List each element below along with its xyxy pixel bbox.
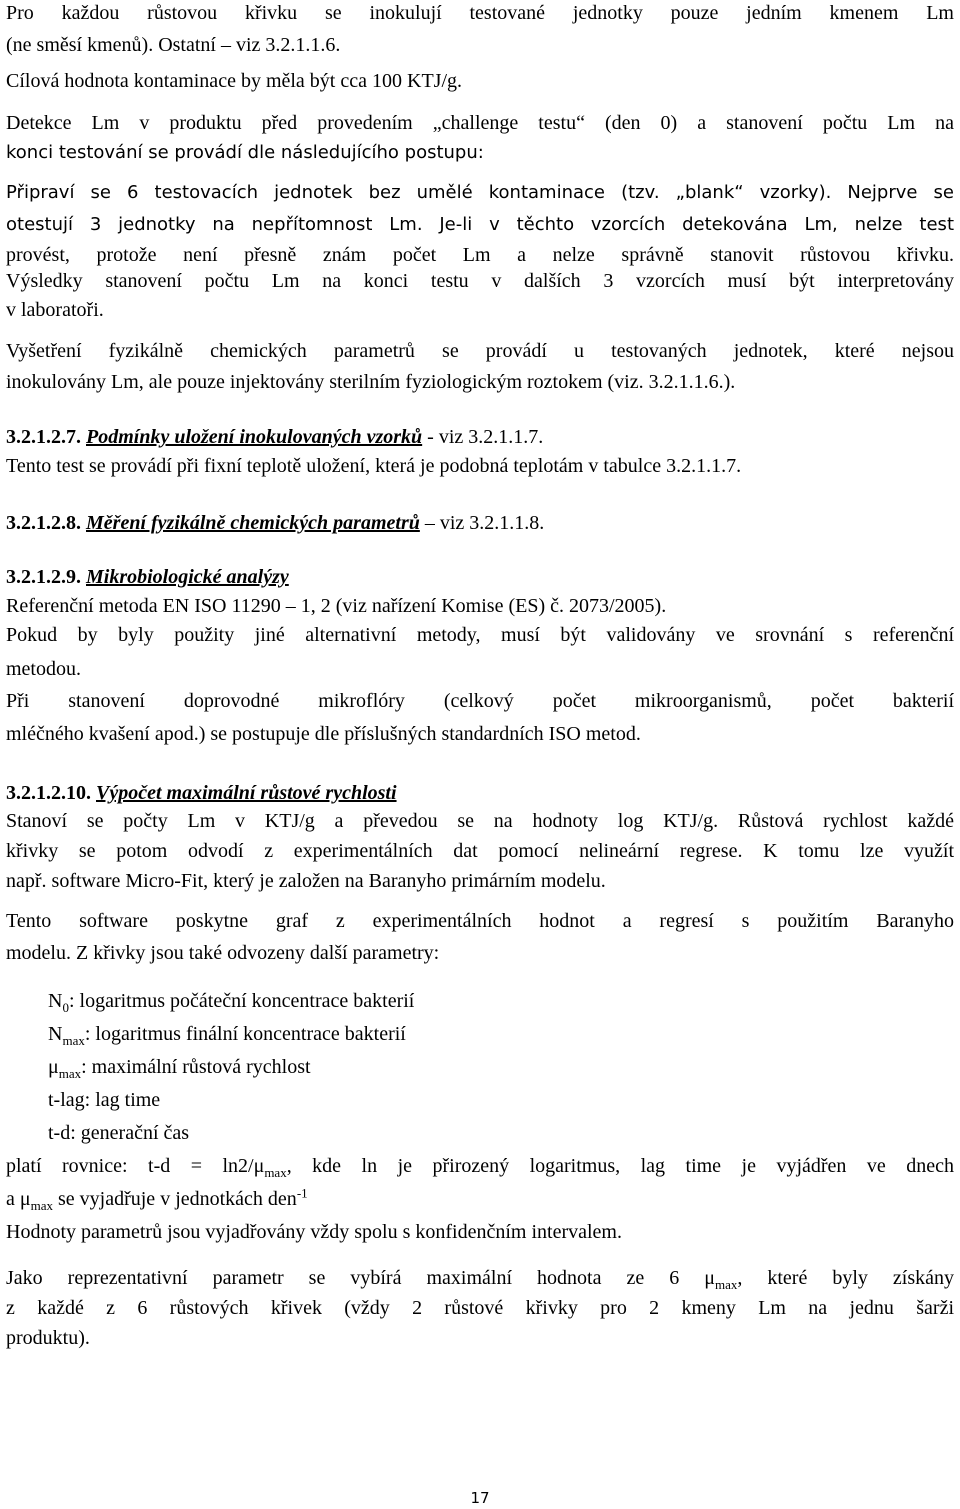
parameter-item: t-d: generační čas (48, 1122, 190, 1144)
text-line: inokulovány Lm, ale pouze injektovány sterilním fyziologickým roztokem (viz. 3.2.1.1.6.). (6, 371, 736, 393)
text-line: Referenční metoda EN ISO 11290 – 1, 2 (viz nařízení Komise (ES) č. 2073/2005). (6, 595, 667, 617)
text-line: provést, protože není přesně znám počet Lm a nelze správně stanovit růstovou křivku. (6, 244, 954, 266)
param-symbol: μ (48, 1056, 59, 1078)
section-title: Podmínky uložení inokulovaných vzorků (86, 426, 423, 448)
equation-superscript: -1 (296, 1185, 308, 1201)
text-line: Připraví se 6 testovacích jednotek bez umělé kontaminace (tzv. „blank“ vzorky). Nejprve se (6, 182, 954, 203)
parameter-item (48, 988, 414, 1014)
equation-text: se vyjadřuje v jednotkách den (53, 1188, 297, 1210)
section-title: Výpočet maximální růstové rychlosti (96, 782, 397, 804)
text-line: Tento test se provádí při fixní teplotě uložení, která je podobná teplotám v tabulce 3.2.1.1.7. (6, 455, 742, 477)
text-line: otestují 3 jednotky na nepřítomnost Lm. Je-li v těchto vzorcích detekována Lm, nelze test (6, 214, 954, 235)
section-heading (6, 780, 397, 806)
section-title: Mikrobiologické analýzy (86, 566, 289, 588)
text-line: mléčného kvašení apod.) se postupuje dle příslušných standardních ISO metod. (6, 723, 641, 745)
section-number: 3.2.1.2.8. (6, 512, 81, 534)
text-line: Detekce Lm v produktu před provedením „challenge testu“ (den 0) a stanovení počtu Lm na (6, 112, 954, 134)
text-line: Hodnoty parametrů jsou vyjadřovány vždy spolu s konfidenčním intervalem. (6, 1221, 622, 1243)
text-line: Vyšetření fyzikálně chemických parametrů se provádí u testovaných jednotek, které nejsou (6, 340, 954, 362)
text-span: , které byly získány (737, 1267, 954, 1289)
text-line: Stanoví se počty Lm v KTJ/g a převedou se na hodnoty log KTJ/g. Růstová rychlost každé (6, 810, 954, 832)
text-line: metodou. (6, 658, 81, 680)
section-number: 3.2.1.2.7. (6, 426, 81, 448)
parameter-item: t-lag: lag time (48, 1089, 161, 1111)
text-line: konci testování se provádí dle následujícího postupu: (6, 142, 484, 163)
text-span: Jako reprezentativní parametr se vybírá maximální hodnota ze 6 μ (6, 1267, 715, 1289)
param-subscript: max (62, 1033, 85, 1048)
text-line: (ne směsí kmenů). Ostatní – viz 3.2.1.1.6. (6, 34, 341, 56)
text-subscript: max (714, 1277, 738, 1292)
equation-text: platí rovnice: t-d = ln2/μ (6, 1155, 265, 1177)
equation-subscript: max (264, 1165, 287, 1180)
text-line: modelu. Z křivky jsou také odvozeny další parametry: (6, 942, 440, 964)
text-line: v laboratoři. (6, 299, 104, 321)
parameter-item (48, 1021, 406, 1047)
text-line: Cílová hodnota kontaminace by měla být cca 100 KTJ/g. (6, 70, 462, 92)
equation-text: , kde ln je přirozený logaritmus, lag time je vyjádřen ve dnech (286, 1155, 955, 1177)
section-heading (6, 510, 544, 536)
section-number: 3.2.1.2.10. (6, 782, 91, 804)
page-number: 17 (470, 1489, 490, 1507)
text-line: z každé z 6 růstových křivek (vždy 2 růstové křivky pro 2 kmeny Lm na jednu šarži (6, 1297, 954, 1319)
text-line: Pokud by byly použity jiné alternativní metody, musí být validovány ve srovnání s referenční (6, 624, 954, 646)
section-ref: – viz 3.2.1.1.8. (419, 512, 545, 534)
param-description: : logaritmus finální koncentrace bakterií (84, 1023, 406, 1045)
param-symbol: N (48, 990, 63, 1012)
text-line: Tento software poskytne graf z experimentálních hodnot a regresí s použitím Baranyho (6, 910, 954, 932)
section-heading (6, 564, 289, 590)
section-ref: - viz 3.2.1.1.7. (422, 426, 544, 448)
text-line: Výsledky stanovení počtu Lm na konci testu v dalších 3 vzorcích musí být interpretovány (6, 270, 954, 292)
equation-line (6, 1186, 308, 1212)
text-line: Při stanovení doprovodné mikroflóry (celkový počet mikroorganismů, počet bakterií (6, 690, 954, 712)
parameter-item (48, 1054, 311, 1080)
text-line: produktu). (6, 1327, 90, 1349)
param-subscript: max (58, 1066, 82, 1081)
equation-line (6, 1153, 954, 1179)
text-line: Pro každou růstovou křivku se inokulují testované jednotky pouze jedním kmenem Lm (6, 2, 954, 24)
equation-text: a μ (6, 1188, 31, 1210)
equation-subscript: max (30, 1198, 53, 1213)
text-line: křivky se potom odvodí z experimentálních dat pomocí nelineární regrese. K tomu lze využít (6, 840, 954, 862)
param-description: : logaritmus počáteční koncentrace bakterií (68, 990, 415, 1012)
section-heading (6, 424, 543, 450)
section-title: Měření fyzikálně chemických parametrů (86, 512, 420, 534)
param-description: : maximální růstová rychlost (81, 1056, 311, 1078)
text-line (6, 1265, 954, 1291)
param-symbol: N (48, 1023, 63, 1045)
text-line: např. software Micro-Fit, který je založen na Baranyho primárním modelu. (6, 870, 606, 892)
param-subscript: 0 (62, 1000, 69, 1015)
section-number: 3.2.1.2.9. (6, 566, 81, 588)
